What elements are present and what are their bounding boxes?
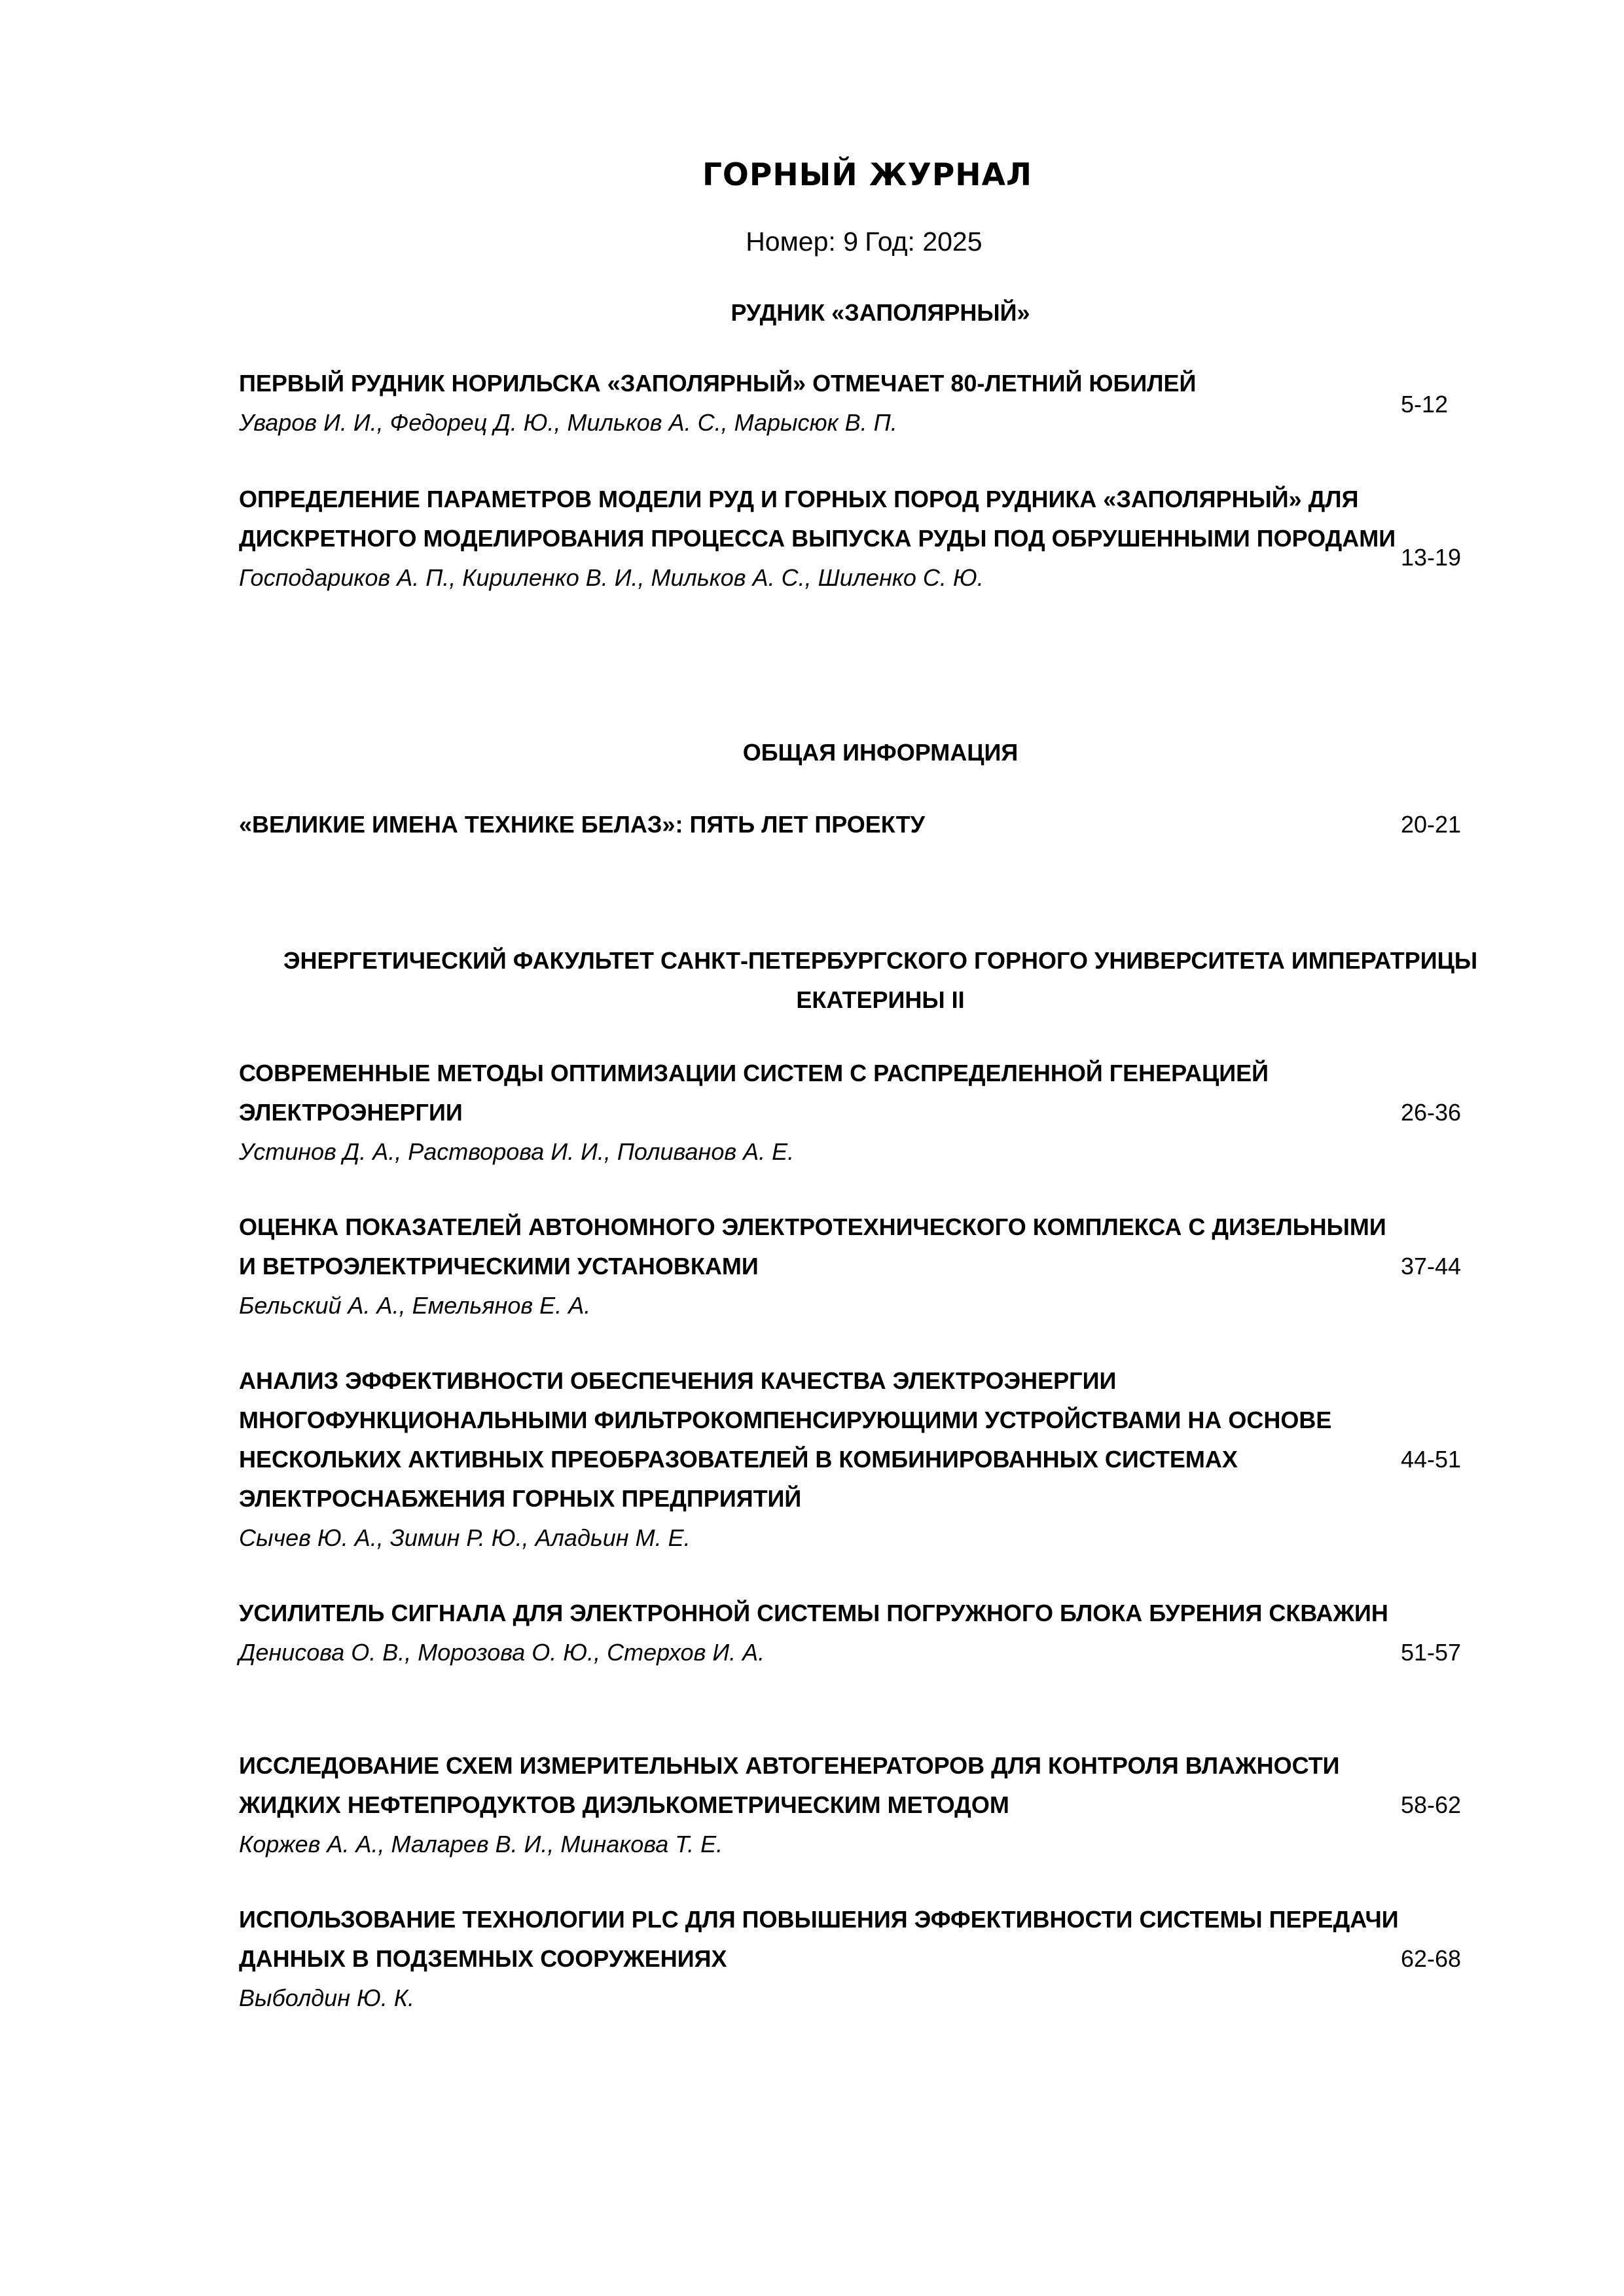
- article-title[interactable]: СОВРЕМЕННЫЕ МЕТОДЫ ОПТИМИЗАЦИИ СИСТЕМ С РАСПРЕДЕЛЕННОЙ ГЕНЕРАЦИЕЙ ЭЛЕКТРОЭНЕРГИИ: [239, 1060, 1269, 1126]
- page-range: 44-51: [1401, 1446, 1462, 1473]
- article-authors: Выболдин Ю. К.: [239, 1984, 415, 2011]
- toc-entry[interactable]: [239, 1361, 1404, 1558]
- journal-title: ГОРНЫЙ ЖУРНАЛ: [702, 157, 1033, 193]
- page-range: 51-57: [1401, 1639, 1462, 1666]
- toc-entry[interactable]: [239, 1746, 1404, 1864]
- toc-entry[interactable]: [239, 805, 1404, 844]
- article-title[interactable]: ПЕРВЫЙ РУДНИК НОРИЛЬСКА «ЗАПОЛЯРНЫЙ» ОТМЕЧАЕТ 80-ЛЕТНИЙ ЮБИЛЕЙ: [239, 370, 1197, 397]
- section-heading-energy-faculty: ЭНЕРГЕТИЧЕСКИЙ ФАКУЛЬТЕТ САНКТ-ПЕТЕРБУРГСКОГО ГОРНОГО УНИВЕРСИТЕТА ИМПЕРАТРИЦЫ ЕКАТЕРИНЫ II: [283, 947, 1478, 1013]
- article-authors: Устинов Д. А., Растворова И. И., Поливанов А. Е.: [239, 1138, 795, 1165]
- article-authors: Коржев А. А., Маларев В. И., Минакова Т. Е.: [239, 1831, 723, 1857]
- page-range: 26-36: [1401, 1099, 1462, 1126]
- issue-number: Номер: 9: [746, 226, 858, 257]
- section-heading-general-info: ОБЩАЯ ИНФОРМАЦИЯ: [742, 739, 1019, 766]
- article-authors: Бельский А. А., Емельянов Е. А.: [239, 1292, 591, 1319]
- toc-entry[interactable]: [239, 1900, 1404, 2018]
- section-heading-zapolyarny: РУДНИК «ЗАПОЛЯРНЫЙ»: [731, 299, 1030, 326]
- toc-entry[interactable]: [239, 1054, 1404, 1172]
- article-title[interactable]: «ВЕЛИКИЕ ИМЕНА ТЕХНИКЕ БЕЛАЗ»: ПЯТЬ ЛЕТ ПРОЕКТУ: [239, 811, 926, 838]
- article-title[interactable]: ИССЛЕДОВАНИЕ СХЕМ ИЗМЕРИТЕЛЬНЫХ АВТОГЕНЕРАТОРОВ ДЛЯ КОНТРОЛЯ ВЛАЖНОСТИ ЖИДКИХ НЕФТЕПРОДУКТОВ ДИЭЛЬКОМЕТРИЧЕСКИМ МЕТОДОМ: [239, 1752, 1340, 1818]
- toc-entry[interactable]: [239, 480, 1404, 598]
- article-title[interactable]: ОЦЕНКА ПОКАЗАТЕЛЕЙ АВТОНОМНОГО ЭЛЕКТРОТЕХНИЧЕСКОГО КОМПЛЕКСА С ДИЗЕЛЬНЫМИ И ВЕТРОЭЛЕКТРИЧЕСКИМИ УСТАНОВКАМИ: [239, 1213, 1386, 1280]
- article-authors: Денисова О. В., Морозова О. Ю., Стерхов И. А.: [239, 1639, 765, 1666]
- article-authors: Сычев Ю. А., Зимин Р. Ю., Аладьин М. Е.: [239, 1524, 691, 1551]
- article-authors: Господариков А. П., Кириленко В. И., Мильков А. С., Шиленко С. Ю.: [239, 564, 984, 591]
- issue-year: Год: 2025: [865, 226, 983, 257]
- toc-entry[interactable]: [239, 1208, 1404, 1325]
- toc-entry[interactable]: [239, 364, 1404, 442]
- article-title[interactable]: ИСПОЛЬЗОВАНИЕ ТЕХНОЛОГИИ PLC ДЛЯ ПОВЫШЕНИЯ ЭФФЕКТИВНОСТИ СИСТЕМЫ ПЕРЕДАЧИ ДАННЫХ В ПОДЗЕМНЫХ СООРУЖЕНИЯХ: [239, 1906, 1399, 1972]
- page-range: 5-12: [1401, 391, 1449, 418]
- issue-line: [0, 225, 1624, 258]
- page-range: 62-68: [1401, 1945, 1462, 1972]
- toc-entry[interactable]: [239, 1594, 1404, 1672]
- article-title[interactable]: АНАЛИЗ ЭФФЕКТИВНОСТИ ОБЕСПЕЧЕНИЯ КАЧЕСТВА ЭЛЕКТРОЭНЕРГИИ МНОГОФУНКЦИОНАЛЬНЫМИ ФИЛЬТРОКОМПЕНСИРУЮЩИМИ УСТРОЙСТВАМИ НА ОСНОВЕ НЕСКОЛЬКИХ АКТИВНЫХ ПРЕОБРАЗОВАТЕЛЕЙ В КОМБИНИРОВАННЫХ СИСТЕМАХ ЭЛЕКТРОСНАБЖЕНИЯ ГОРНЫХ ПРЕДПРИЯТИЙ: [239, 1367, 1332, 1512]
- article-title[interactable]: УСИЛИТЕЛЬ СИГНАЛА ДЛЯ ЭЛЕКТРОННОЙ СИСТЕМЫ ПОГРУЖНОГО БЛОКА БУРЕНИЯ СКВАЖИН: [239, 1600, 1388, 1626]
- page-range: 37-44: [1401, 1253, 1462, 1280]
- article-title[interactable]: ОПРЕДЕЛЕНИЕ ПАРАМЕТРОВ МОДЕЛИ РУД И ГОРНЫХ ПОРОД РУДНИКА «ЗАПОЛЯРНЫЙ» ДЛЯ ДИСКРЕТНОГО МОДЕЛИРОВАНИЯ ПРОЦЕССА ВЫПУСКА РУДЫ ПОД ОБРУШЕННЫМИ ПОРОДАМИ: [239, 486, 1396, 552]
- page-range: 13-19: [1401, 544, 1462, 571]
- page-range: 58-62: [1401, 1791, 1462, 1818]
- article-authors: Уваров И. И., Федорец Д. Ю., Мильков А. С., Марысюк В. П.: [239, 409, 897, 436]
- page-range: 20-21: [1401, 811, 1462, 838]
